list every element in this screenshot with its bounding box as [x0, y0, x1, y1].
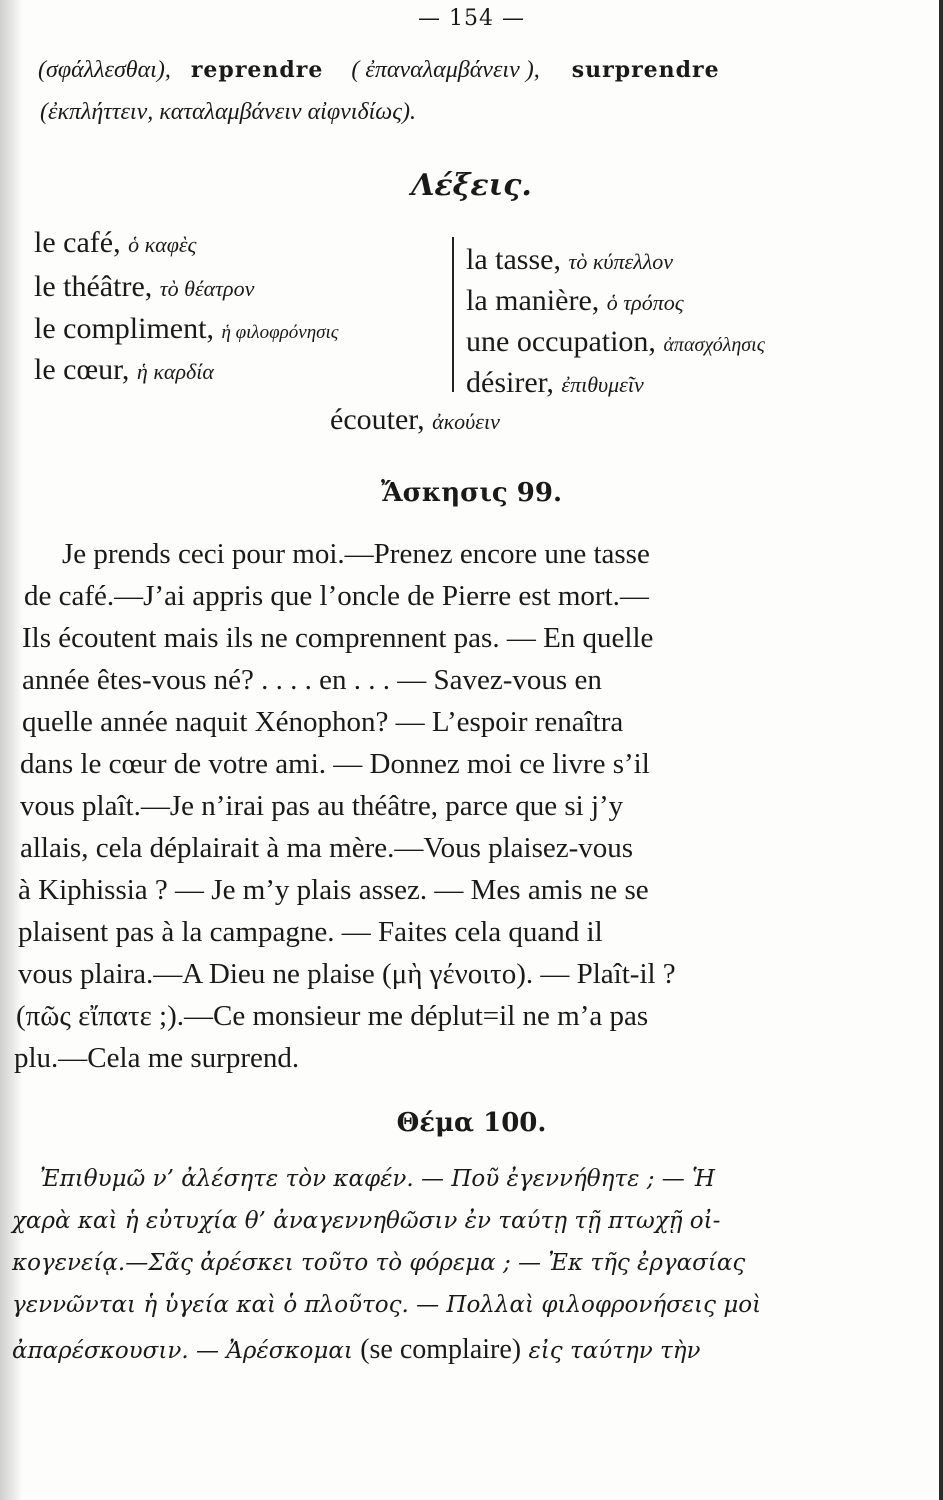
vocab-fr: le théâtre,	[34, 270, 153, 303]
vocab-fr: la tasse,	[466, 243, 561, 276]
vocab-gr: ἐπιθυμεῖν	[561, 372, 644, 397]
exercise-line-9: à Kiphissia ? — Je m’y plais assez. — Mes amis ne se	[18, 874, 649, 906]
page-edge	[939, 0, 943, 1500]
vocab-gr: τὸ θέατρον	[159, 276, 255, 301]
vocab-right-2	[466, 286, 684, 316]
theme-line-5-tail: εἰς ταύτην τὴν	[528, 1338, 701, 1364]
vocab-fr: une occupation,	[466, 325, 656, 358]
theme-heading: Θέμα 100.	[396, 1108, 547, 1138]
intro-keyword-surprendre: surprendre	[571, 57, 720, 83]
theme-line-2: χαρὰ καὶ ἡ εὐτυχία θ’ ἀναγεννηθῶσιν ἐν ταύτῃ τῇ πτωχῇ οἰ-	[12, 1208, 721, 1234]
vocab-gr: τὸ κύπελλον	[568, 249, 674, 274]
vocab-center	[330, 405, 500, 435]
vocab-gr: ἀκούειν	[432, 409, 500, 434]
exercise-line-5: quelle année naquit Xénophon? — L’espoir renaîtra	[22, 706, 624, 738]
theme-line-3: κογενείᾳ.—Σᾶς ἀρέσκει τοῦτο τὸ φόρεμα ; — Ἐκ τῆς ἐργασίας	[12, 1250, 746, 1276]
vocab-column-divider	[452, 237, 454, 392]
intro-keyword-reprendre: reprendre	[190, 57, 324, 83]
vocab-fr: la manière,	[466, 284, 600, 317]
exercise-line-10: plaisent pas à la campagne. — Faites cela quand il	[18, 916, 603, 948]
exercise-line-4: année êtes-vous né? . . . . en . . . — Savez-vous en	[22, 664, 602, 696]
exercise-line-6: dans le cœur de votre ami. — Donnez moi ce livre s’il	[20, 748, 650, 780]
vocab-gr: ἡ καρδία	[136, 359, 214, 384]
vocab-fr: le cœur,	[34, 353, 130, 386]
exercise-line-3: Ils écoutent mais ils ne comprennent pas. — En quelle	[22, 622, 654, 654]
vocab-right-4	[466, 368, 644, 398]
vocab-left-4	[34, 355, 214, 385]
vocab-fr: désirer,	[466, 366, 554, 399]
exercise-line-1: Je prends ceci pour moi.—Prenez encore une tasse	[62, 538, 650, 570]
intro-line-2: (ἐκπλήττειν, καταλαμβάνειν αἰφνιδίως).	[40, 99, 416, 125]
vocab-heading: Λέξεις.	[411, 168, 532, 203]
vocab-fr: le café,	[34, 226, 121, 259]
theme-line-5-greek: ἀπαρέσκουσιν. — Ἀρέσκομαι	[12, 1338, 353, 1364]
vocab-right-1	[466, 245, 673, 275]
vocab-left-1	[34, 228, 196, 258]
exercise-heading: Ἄσκησις 99.	[380, 478, 563, 508]
theme-line-5	[12, 1336, 701, 1364]
vocab-left-2	[34, 272, 254, 302]
vocab-gr: ὁ καφὲς	[128, 232, 197, 257]
vocab-left-3	[34, 314, 339, 344]
vocab-fr: écouter,	[330, 403, 425, 436]
vocab-gr: ὁ τρόπος	[606, 290, 684, 315]
theme-line-4: γεννῶνται ἡ ὑγεία καὶ ὁ πλοῦτος. — Πολλαὶ φιλοφρονήσεις μοὶ	[12, 1292, 762, 1318]
exercise-line-8: allais, cela déplairait à ma mère.—Vous plaisez-vous	[20, 832, 634, 864]
vocab-fr: le compliment,	[34, 312, 214, 345]
exercise-line-12: (πῶς εἴπατε ;).—Ce monsieur me déplut=il ne m’a pas	[16, 1000, 649, 1032]
exercise-line-7: vous plaît.—Je n’irai pas au théâtre, parce que si j’y	[20, 790, 624, 822]
exercise-line-11: vous plaira.—A Dieu ne plaise (μὴ γένοιτο). — Plaît-il ?	[18, 958, 676, 990]
vocab-gr: ἡ φιλοφρόνησις	[221, 322, 339, 343]
intro-greek-2: ( ἐπαναλαμβάνειν ),	[351, 57, 540, 83]
vocab-gr: ἀπασχόλησις	[663, 334, 765, 356]
theme-line-5-french: (se complaire)	[360, 1334, 522, 1365]
page-number: — 154 —	[418, 6, 525, 31]
intro-greek-1: (σφάλλεσθαι),	[38, 57, 171, 83]
exercise-line-13: plu.—Cela me surprend.	[14, 1042, 300, 1074]
intro-line-1	[38, 58, 720, 82]
theme-line-1: Ἐπιθυμῶ ν’ ἀλέσητε τὸν καφέν. — Ποῦ ἐγεννήθητε ; — Ἡ	[40, 1166, 715, 1192]
vocab-right-3	[466, 327, 765, 357]
exercise-line-2: de café.—J’ai appris que l’oncle de Pierre est mort.—	[24, 580, 649, 612]
